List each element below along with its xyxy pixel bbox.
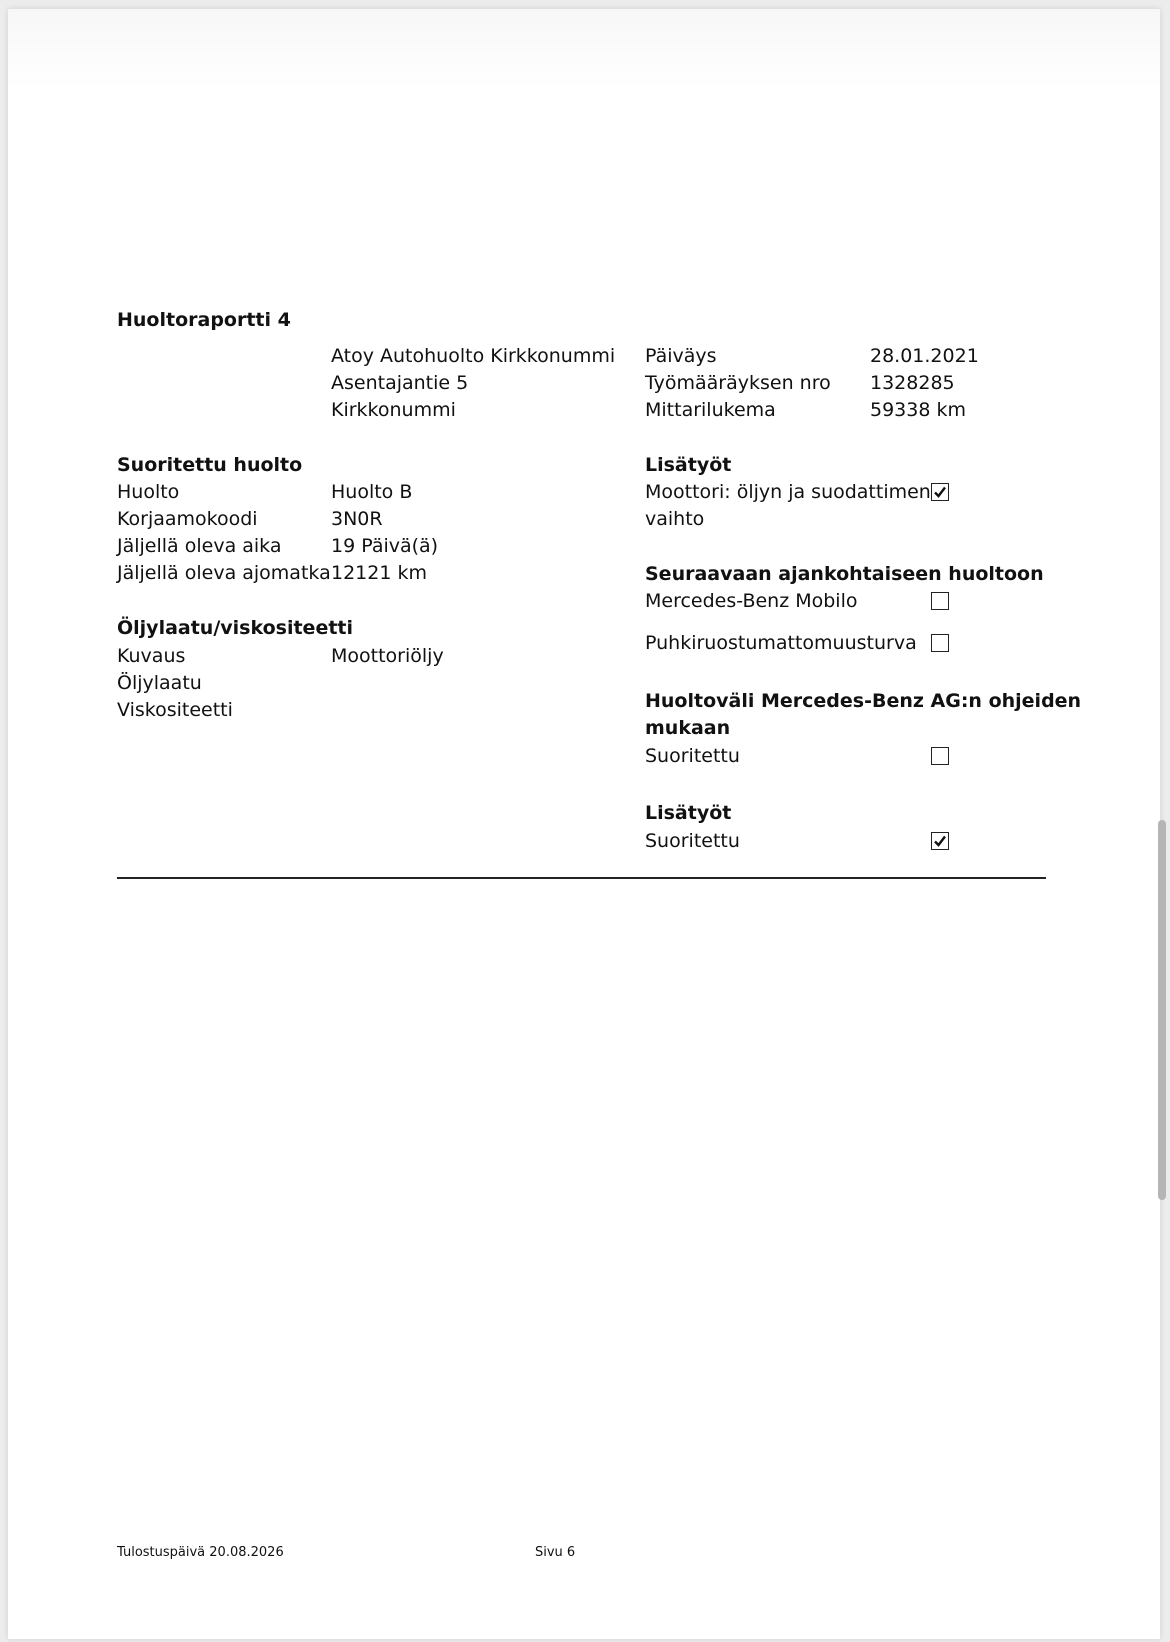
scrollbar-thumb[interactable] — [1158, 820, 1166, 1200]
page-number: Sivu 6 — [535, 1545, 576, 1560]
service-heading: Suoritettu huolto — [117, 454, 303, 476]
date-label: Päiväys — [645, 345, 717, 367]
order-value: 1328285 — [870, 372, 955, 394]
extras-item-line2: vaihto — [645, 508, 705, 530]
checkmark-icon — [933, 485, 947, 499]
rust-warranty-checkbox[interactable] — [931, 634, 949, 652]
odometer-label: Mittarilukema — [645, 399, 776, 421]
extras2-performed-label: Suoritettu — [645, 830, 740, 852]
report-title: Huoltoraportti 4 — [117, 309, 291, 331]
date-value: 28.01.2021 — [870, 345, 979, 367]
interval-performed-checkbox[interactable] — [931, 747, 949, 765]
mobilo-checkbox[interactable] — [931, 592, 949, 610]
page-top-shade — [8, 9, 1160, 89]
service-label: Huolto — [117, 481, 180, 503]
remaining-time-value: 19 Päivä(ä) — [331, 535, 439, 557]
workshop-code-label: Korjaamokoodi — [117, 508, 258, 530]
service-value: Huolto B — [331, 481, 413, 503]
document-page — [8, 9, 1160, 1639]
rust-warranty-label: Puhkiruostumattomuusturva — [645, 632, 917, 654]
extras-heading: Lisätyöt — [645, 454, 732, 476]
order-label: Työmääräyksen nro — [645, 372, 831, 394]
remaining-distance-value: 12121 km — [331, 562, 427, 584]
workshop-street: Asentajantie 5 — [331, 372, 469, 394]
oil-quality-label: Öljylaatu — [117, 672, 202, 694]
extras-item-line1: Moottori: öljyn ja suodattimen — [645, 481, 931, 503]
interval-performed-label: Suoritettu — [645, 745, 740, 767]
extras2-performed-checkbox[interactable] — [931, 832, 949, 850]
oil-heading: Öljylaatu/viskositeetti — [117, 617, 354, 639]
workshop-name: Atoy Autohuolto Kirkkonummi — [331, 345, 616, 367]
interval-heading-line1: Huoltoväli Mercedes-Benz AG:n ohjeiden — [645, 690, 1082, 712]
oil-viscosity-label: Viskositeetti — [117, 699, 233, 721]
odometer-value: 59338 km — [870, 399, 966, 421]
remaining-time-label: Jäljellä oleva aika — [117, 535, 282, 557]
extras-item-checkbox[interactable] — [931, 483, 949, 501]
mobilo-label: Mercedes-Benz Mobilo — [645, 590, 858, 612]
remaining-distance-label: Jäljellä oleva ajomatka — [117, 562, 331, 584]
workshop-city: Kirkkonummi — [331, 399, 456, 421]
interval-heading-line2: mukaan — [645, 717, 731, 739]
oil-description-value: Moottoriöljy — [331, 645, 444, 667]
extras2-heading: Lisätyöt — [645, 802, 732, 824]
checkmark-icon — [933, 834, 947, 848]
next-service-heading: Seuraavaan ajankohtaiseen huoltoon — [645, 563, 1044, 585]
print-date: Tulostuspäivä 20.08.2026 — [117, 1545, 284, 1560]
section-divider — [117, 877, 1046, 879]
oil-description-label: Kuvaus — [117, 645, 186, 667]
workshop-code-value: 3N0R — [331, 508, 383, 530]
